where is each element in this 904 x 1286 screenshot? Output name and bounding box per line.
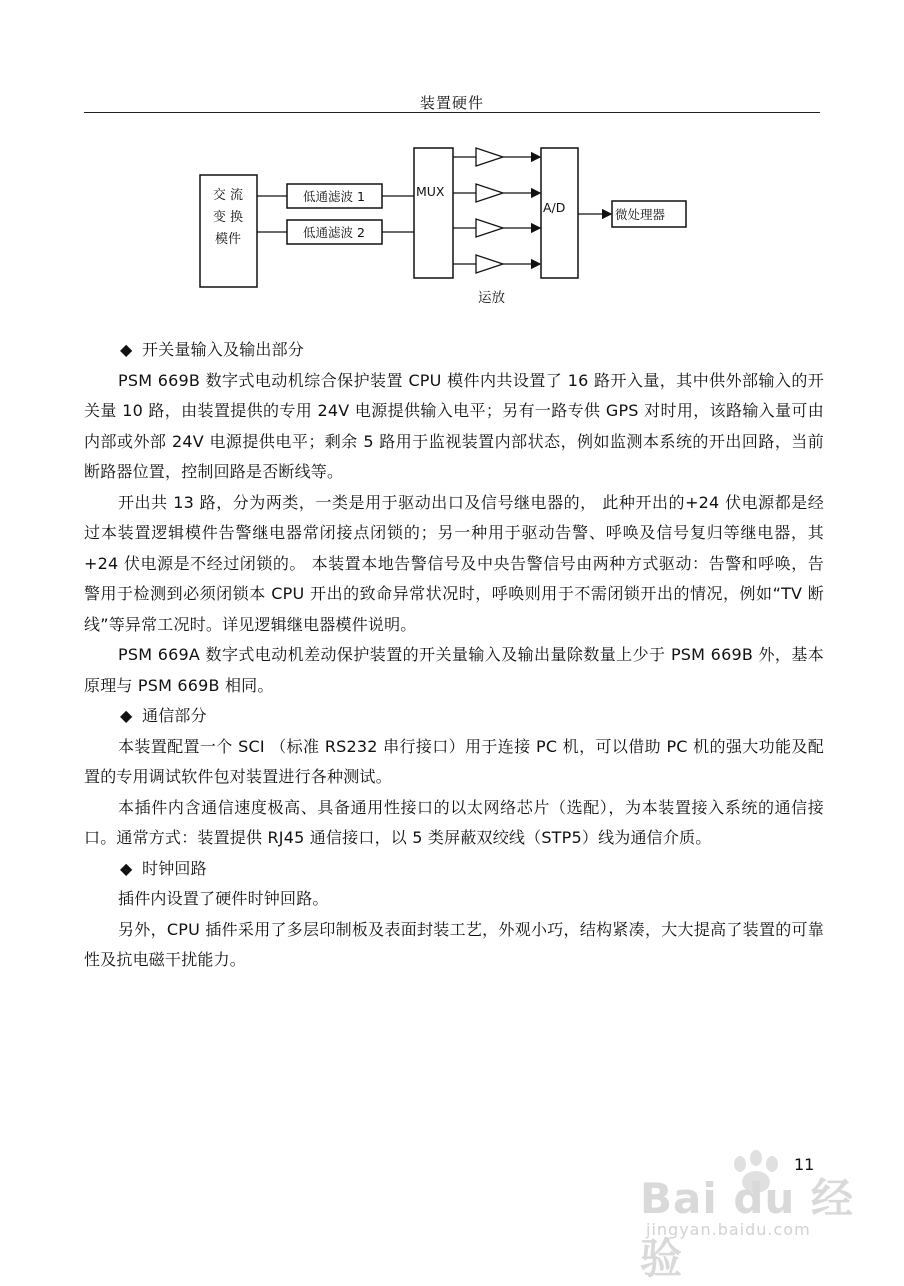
ac-module-label-2: 变 换 [212, 210, 244, 225]
mux-label: MUX [416, 184, 445, 199]
opamp-label: 运放 [478, 290, 505, 306]
watermark-logo: Bai du 经验 [640, 1174, 854, 1283]
paragraph: 本插件内含通信速度极高、具备通用性接口的以太网络芯片（选配），为本装置接入系统的通信接口。通常方式：装置提供 RJ45 通信接口，以 5 类屏蔽双绞线（STP5）线为通信介质。 [84, 797, 824, 847]
lowpass-filter-2-label: 低通滤波 2 [303, 225, 365, 240]
opamp-channel-3 [453, 219, 540, 237]
paragraph: PSM 669A 数字式电动机差动保护装置的开关量输入及输出量除数量上少于 PSM 669B 外，基本原理与 PSM 669B 相同。 [84, 645, 824, 695]
bullet-diamond: ◆ [120, 340, 133, 359]
ac-module-label-3: 模件 [214, 232, 242, 247]
lowpass-filter-1-label: 低通滤波 1 [303, 189, 365, 204]
section-heading-communication [84, 701, 824, 732]
watermark-url: jingyan.baidu.com [646, 1220, 811, 1239]
paragraph: 插件内设置了硬件时钟回路。 [118, 889, 329, 908]
opamp-channel-4 [453, 255, 540, 273]
microprocessor-label: 微处理器 [615, 207, 666, 222]
bullet-diamond: ◆ [120, 706, 133, 725]
section-heading-clock [84, 854, 824, 885]
block-diagram [0, 0, 904, 330]
page-header-title: 装置硬件 [419, 94, 484, 112]
section-heading-switch-io [84, 335, 824, 366]
section-heading-text: 时钟回路 [142, 858, 207, 878]
paragraph: 另外，CPU 插件采用了多层印制板及表面封装工艺，外观小巧，结构紧凑，大大提高了装置的可靠性及抗电磁干扰能力。 [84, 919, 824, 969]
baidu-jingyan-watermark [640, 1150, 870, 1283]
bullet-diamond: ◆ [120, 858, 133, 878]
body-text [84, 335, 824, 976]
paragraph: 开出共 13 路，分为两类，一类是用于驱动出口及信号继电器的， 此种开出的+24 伏电源都是经过本装置逻辑模件告警继电器常闭接点闭锁的；另一种用于驱动告警、呼唤及信号复归等继电器，其+24 伏电源是不经过闭锁的。 本装置本地告警信号及中央告警信号由两种方式驱动：告警和呼唤，告警用于检测到必须闭锁本 CPU 开出的致命异常状况时，呼唤则用于不需闭锁开出的情况，例如“TV 断线”等异常工况时。详见逻辑继电器模件说明。 [84, 492, 824, 634]
paragraph: PSM 669B 数字式电动机综合保护装置 CPU 模件内共设置了 16 路开入量，其中供外部输入的开关量 10 路，由装置提供的专用 24V 电源提供输入电平；另有一路专供 GPS 对时用，该路输入量可由内部或外部 24V 电源提供电平；剩余 5 路用于监视装置内部状态，例如监测本系统的开出回路，当前断路器位置，控制回路是否断线等。 [84, 370, 824, 481]
page-number: 11 [794, 1155, 815, 1174]
ac-module-label-1: 交 流 [212, 188, 244, 203]
mux-box [414, 148, 453, 278]
opamp-channel-1 [453, 148, 540, 166]
section-heading-text: 开关量输入及输出部分 [142, 340, 305, 359]
section-heading-text: 通信部分 [142, 706, 207, 725]
opamp-channel-2 [453, 184, 540, 202]
paragraph: 本装置配置一个 SCI （标准 RS232 串行接口）用于连接 PC 机，可以借助 PC 机的强大功能及配置的专用调试软件包对装置进行各种测试。 [84, 736, 824, 786]
ad-converter-label: A/D [543, 200, 566, 215]
